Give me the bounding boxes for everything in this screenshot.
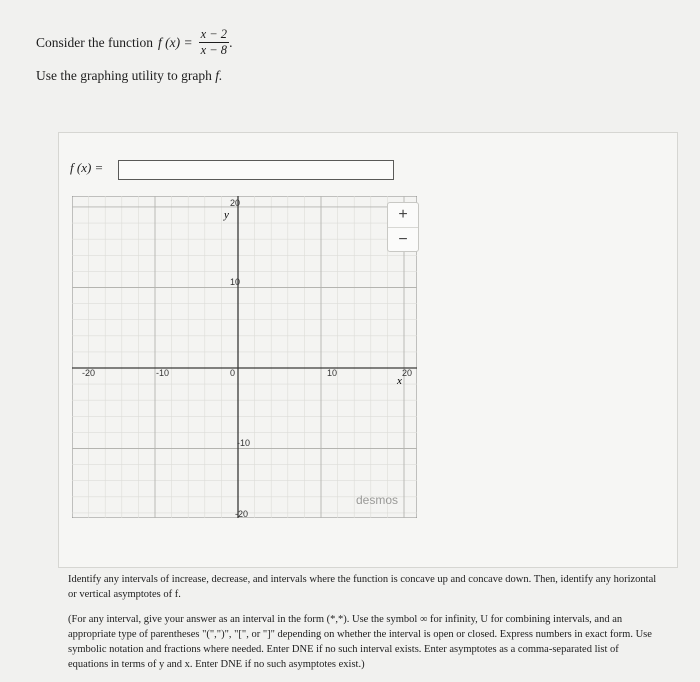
x-tick-label: -10 [156,368,170,378]
graph-instruction [36,68,222,84]
zoom-controls [387,202,419,252]
graph-instruction-func: f. [215,68,223,83]
function-fraction [199,28,229,57]
x-tick-label: -20 [82,368,96,378]
question-intro: Consider the function [36,34,153,50]
zoom-out-button[interactable]: − [398,231,408,248]
function-input[interactable] [118,160,394,180]
y-tick-label: -20 [235,509,249,518]
question-trailing: . [229,34,233,50]
x-tick-label: 0 [230,368,236,378]
graph-border [72,196,417,518]
instructions [68,572,658,682]
y-tick-label: -10 [237,438,251,448]
x-axis-label: x [397,375,402,387]
x-tick-label: 20 [402,368,413,378]
y-axis-label: y [224,209,229,221]
graph-canvas[interactable] [72,196,417,518]
graph-instruction-text: Use the graphing utility to graph [36,68,212,83]
y-tick-label: 10 [230,277,241,287]
fraction-denominator: x − 8 [200,43,228,57]
question-line [36,28,232,57]
instructions-paragraph-2: (For any interval, give your answer as an interval in the form (*,*). Use the symbol ∞ for infinity, U for combining intervals, and an appropriate type of parentheses "(",")", "[", or "]" depending on whether the interval is open or closed. Express numbers in exact form. Use symbolic notation and fractions where needed. Enter DNE if no such interval exists. Enter asymptotes as a comma-separated list of equations in terms of y and x. Enter DNE if no such asymptotes exist.) [68,614,652,670]
instructions-paragraph-1: Identify any intervals of increase, decrease, and intervals where the function is concave up and concave down. Then, identify any horizontal or vertical asymptotes of f. [68,574,657,600]
fraction-numerator: x − 2 [200,27,228,41]
answer-label: f (x) = [70,160,104,175]
desmos-watermark: desmos [356,493,399,507]
x-tick-label: 10 [327,368,338,378]
question-func-name: f (x) = [157,34,193,50]
zoom-in-button[interactable]: + [388,203,418,228]
y-tick-label: 20 [230,198,241,208]
